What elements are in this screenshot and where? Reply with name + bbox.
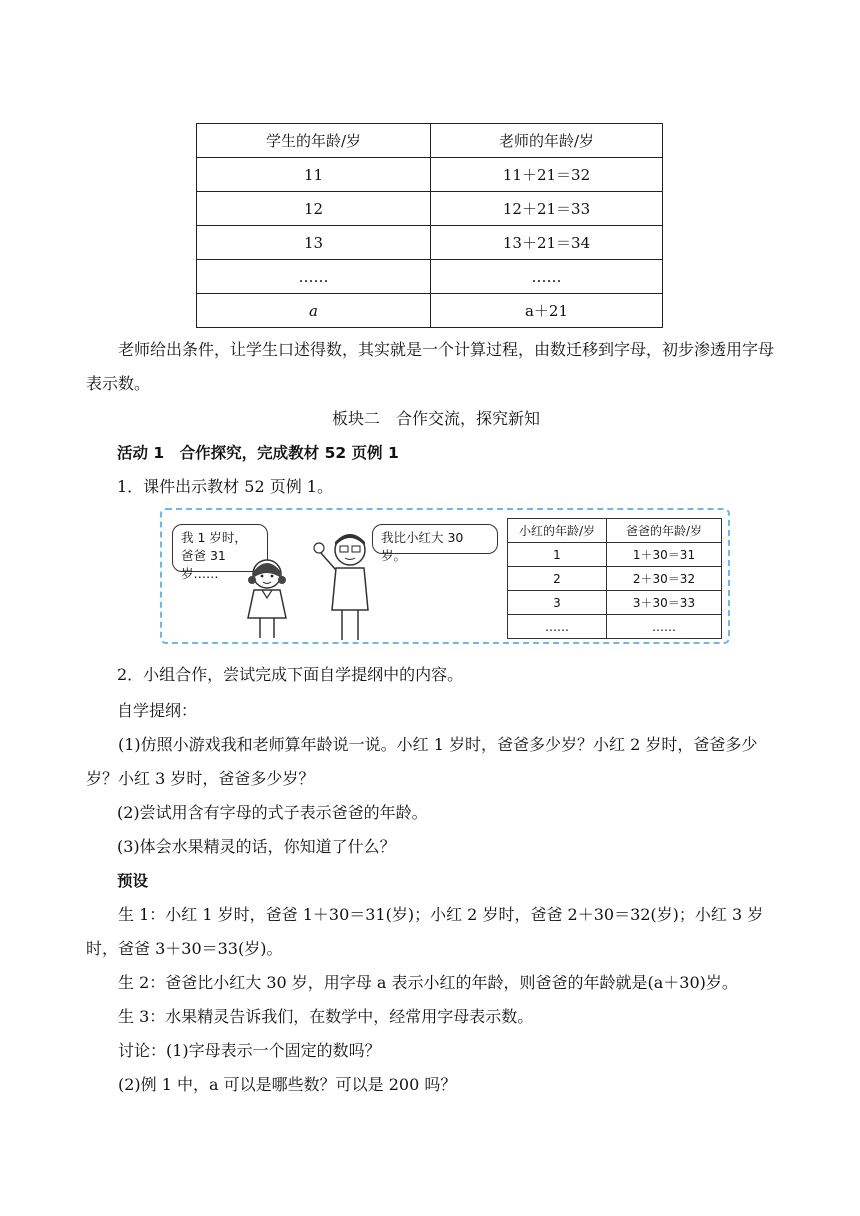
age-table (196, 123, 663, 328)
outline-label: 自学提纲： (117, 701, 198, 720)
table-cell: …… (431, 260, 663, 294)
example-table (507, 518, 722, 639)
outline-item-3: (3)体会水果精灵的话，你知道了什么？ (117, 837, 396, 856)
table-cell: a (197, 294, 431, 328)
discussion-1: 讨论：(1)字母表示一个固定的数吗？ (118, 1041, 381, 1060)
table-row (508, 615, 722, 639)
table-cell: …… (607, 615, 722, 639)
student-answer-3: 生 3：水果精灵告诉我们，在数学中，经常用字母表示数。 (118, 1007, 534, 1026)
discussion-2: (2)例 1 中，a 可以是哪些数？可以是 200 吗？ (118, 1075, 457, 1094)
example-illustration (160, 508, 730, 644)
table-cell: a＋21 (431, 294, 663, 328)
preset-label: 预设 (117, 872, 149, 890)
intro-paragraph: 老师给出条件，让学生口述得数，其实就是一个计算过程，由数迁移到字母，初步渗透用字母表示数。 (86, 340, 775, 393)
table-cell: 2＋30＝32 (607, 567, 722, 591)
girl-speech-bubble: 我 1 岁时，爸爸 31 岁…… (172, 524, 268, 572)
table-header-row (197, 124, 663, 158)
dad-speech-bubble: 我比小红大 30 岁。 (372, 524, 498, 554)
table-cell: 13 (197, 226, 431, 260)
outline-item-2: (2)尝试用含有字母的式子表示爸爸的年龄。 (117, 803, 428, 822)
table-row (197, 226, 663, 260)
table-cell: 13＋21＝34 (431, 226, 663, 260)
dad-figure-icon (312, 528, 382, 642)
table-header-cell: 老师的年龄/岁 (431, 124, 663, 158)
table-cell: …… (197, 260, 431, 294)
table-cell: 1 (508, 543, 607, 567)
table-cell: …… (508, 615, 607, 639)
section-title: 板块二 合作交流，探究新知 (331, 409, 540, 428)
table-row (508, 567, 722, 591)
table-row (508, 543, 722, 567)
activity-title: 活动 1 合作探究，完成教材 52 页例 1 (117, 444, 399, 462)
table-header-cell: 爸爸的年龄/岁 (607, 519, 722, 543)
table-row (197, 260, 663, 294)
table-row (197, 294, 663, 328)
table-header-cell: 学生的年龄/岁 (197, 124, 431, 158)
table-cell: 3＋30＝33 (607, 591, 722, 615)
table-header-cell: 小红的年龄/岁 (508, 519, 607, 543)
step-one: 1．课件出示教材 52 页例 1。 (117, 477, 333, 496)
student-answer-1: 生 1：小红 1 岁时，爸爸 1＋30＝31(岁)；小红 2 岁时，爸爸 2＋30＝32(岁)；小红 3 岁时，爸爸 3＋30＝33(岁)。 (86, 905, 764, 958)
girl-figure-icon (232, 556, 302, 642)
table-cell: 11 (197, 158, 431, 192)
table-cell: 12＋21＝33 (431, 192, 663, 226)
step-two: 2．小组合作，尝试完成下面自学提纲中的内容。 (117, 665, 464, 684)
table-header-row (508, 519, 722, 543)
table-cell: 1＋30＝31 (607, 543, 722, 567)
table-row (197, 158, 663, 192)
student-answer-2: 生 2：爸爸比小红大 30 岁，用字母 a 表示小红的年龄，则爸爸的年龄就是(a＋30)岁。 (118, 973, 738, 992)
table-cell: 11＋21＝32 (431, 158, 663, 192)
table-cell: 12 (197, 192, 431, 226)
table-cell: 3 (508, 591, 607, 615)
outline-item-1: (1)仿照小游戏我和老师算年龄说一说。小红 1 岁时，爸爸多少岁？小红 2 岁时，爸爸多少岁？小红 3 岁时，爸爸多少岁？ (86, 735, 758, 788)
table-row (508, 591, 722, 615)
table-cell: 2 (508, 567, 607, 591)
table-row (197, 192, 663, 226)
